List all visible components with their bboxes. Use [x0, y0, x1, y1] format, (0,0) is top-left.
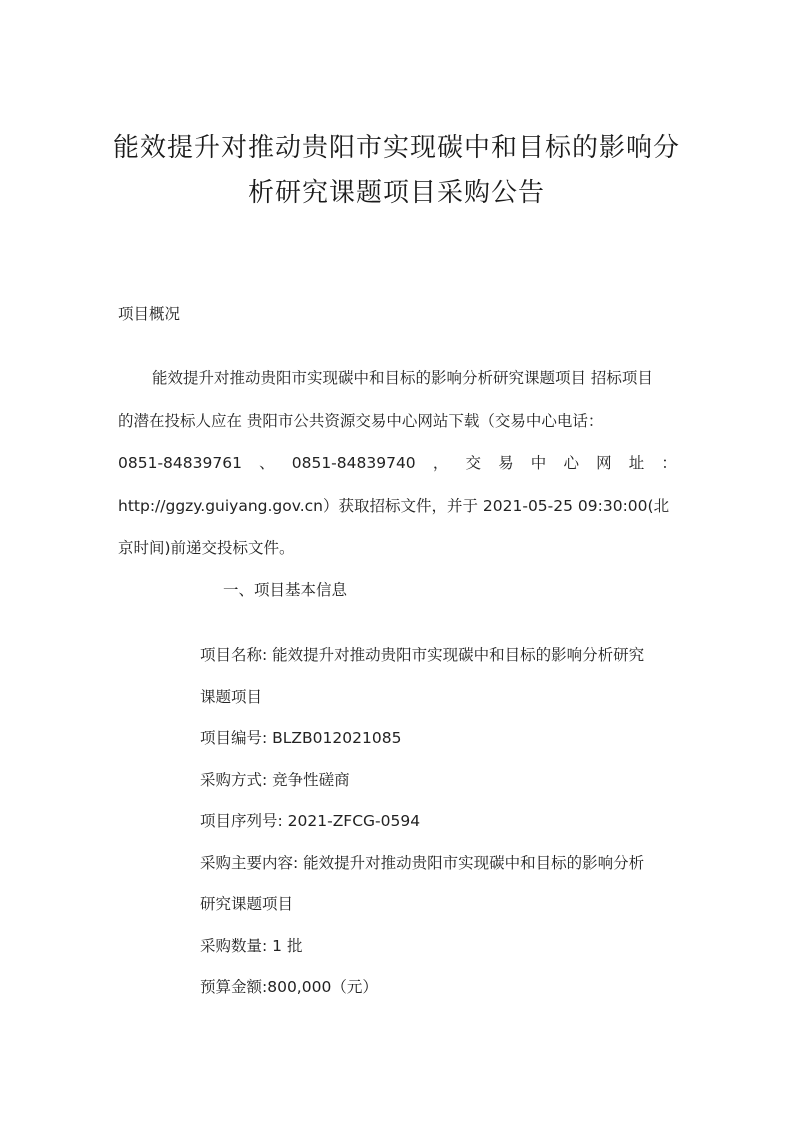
intro-line-3 — [118, 451, 677, 494]
overview-heading: 项目概况 — [118, 305, 181, 323]
intro-line-4: http://ggzy.guiyang.gov.cn）获取招标文件，并于 2021-05-25 09:30:00(北 — [118, 496, 670, 515]
word-char: 址 — [628, 454, 645, 472]
project-info-list — [200, 643, 680, 1017]
phone-number-1: 0851-84839761 — [118, 454, 242, 472]
procurement-content-row — [200, 851, 680, 934]
quantity-row: 采购数量: 1 批 — [200, 936, 303, 955]
intro-line-5: 京时间)前递交投标文件。 — [118, 539, 295, 557]
word-char: 易 — [498, 454, 514, 472]
intro-line-2: 的潜在投标人应在 贵阳市公共资源交易中心网站下载（交易中心电话： — [118, 411, 604, 430]
project-name-value-cont: 课题项目 — [200, 687, 263, 706]
separator: 、 — [259, 454, 275, 472]
word-char: 网 — [596, 454, 612, 472]
project-name-value: 能效提升对推动贵阳市实现碳中和目标的影响分析研究 — [272, 646, 645, 664]
section-heading: 一、项目基本信息 — [223, 581, 348, 599]
serial-number-row: 项目序列号: 2021-ZFCG-0594 — [200, 812, 421, 830]
procurement-method-row: 采购方式: 竞争性磋商 — [200, 770, 350, 789]
budget-row: 预算金额:800,000（元） — [200, 978, 378, 996]
project-number-row: 项目编号: BLZB012021085 — [200, 729, 402, 747]
project-name-label: 项目名称: — [200, 646, 273, 664]
title-line-1: 能效提升对推动贵阳市实现碳中和目标的影响分 — [112, 133, 680, 163]
phone-number-2: 0851-84839740 — [291, 454, 416, 472]
colon: ： — [661, 454, 677, 472]
title-line-2: 析研究课题项目采购公告 — [247, 178, 545, 208]
word-char: 交 — [465, 454, 481, 472]
content-value-cont: 研究课题项目 — [200, 895, 294, 913]
word-char: 中 — [530, 454, 547, 472]
page-title — [100, 126, 693, 216]
content-value: 能效提升对推动贵阳市实现碳中和目标的影响分析 — [303, 853, 645, 872]
project-name-row — [200, 643, 680, 726]
comma: ， — [432, 454, 449, 472]
content-label: 采购主要内容: — [200, 853, 304, 872]
intro-paragraph — [118, 366, 677, 579]
word-char: 心 — [563, 454, 579, 472]
intro-line-1: 能效提升对推动贵阳市实现碳中和目标的影响分析研究课题项目 招标项目 — [152, 369, 653, 387]
